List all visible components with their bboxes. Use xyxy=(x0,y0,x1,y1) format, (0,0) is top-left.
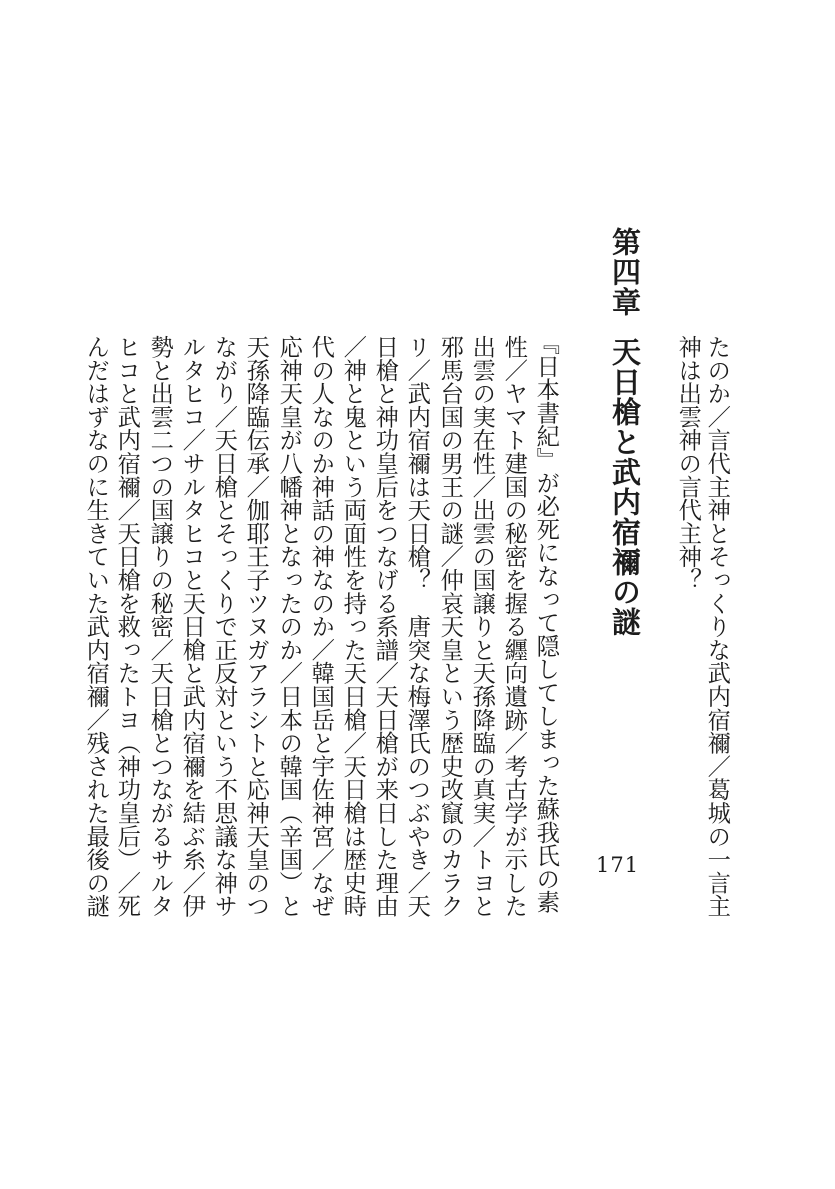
body-line: ながり／天日槍とそっくりで正反対という不思議な神サ xyxy=(210,335,238,918)
chapter-title: 天日槍と武内宿禰の謎 xyxy=(608,337,642,637)
page-number: 171 xyxy=(596,853,640,877)
chapter-number: 第四章 xyxy=(608,227,642,317)
body-line: ／神と鬼という両面性を持った天日槍／天日槍は歴史時 xyxy=(339,335,367,918)
body-line: 性／ヤマト建国の秘密を握る纒向遺跡／考古学が示した xyxy=(500,335,528,918)
body-line: ルタヒコ／サルタヒコと天日槍と武内宿禰を結ぶ糸／伊 xyxy=(178,335,206,918)
body-line: ヒコと武内宿禰／天日槍を救ったトヨ（神功皇后）／死 xyxy=(113,335,141,918)
body-line: 出雲の実在性／出雲の国譲りと天孫降臨の真実／トヨと xyxy=(468,335,496,918)
body-line: 『日本書紀』が必死になって隠してしまった蘇我氏の素 xyxy=(532,331,560,914)
body-line: 邪馬台国の男王の謎／仲哀天皇という歴史改竄のカラク xyxy=(436,335,464,918)
body-line: 代の人なのか神話の神なのか／韓国岳と宇佐神宮／なぜ xyxy=(307,335,335,918)
body-line: リ／武内宿禰は天日槍？ 唐突な梅澤氏のつぶやき／天 xyxy=(403,335,431,918)
body-line: 応神天皇が八幡神となったのか／日本の韓国（辛国）と xyxy=(275,335,303,918)
continuation-line-1: たのか／言代主神とそっくりな武内宿禰／葛城の一言主 xyxy=(703,335,731,918)
body-line: んだはずなのに生きていた武内宿禰／残された最後の謎 xyxy=(82,335,110,918)
continuation-line-2: 神は出雲神の言代主神？ xyxy=(674,335,702,592)
body-line: 日槍と神功皇后をつなげる系譜／天日槍が来日した理由 xyxy=(371,335,399,918)
chapter-heading xyxy=(608,227,642,637)
body-line: 天孫降臨伝承／伽耶王子ツヌガアラシトと応神天皇のつ xyxy=(242,335,270,918)
body-line: 勢と出雲二つの国譲りの秘密／天日槍とつながるサルタ xyxy=(146,335,174,918)
